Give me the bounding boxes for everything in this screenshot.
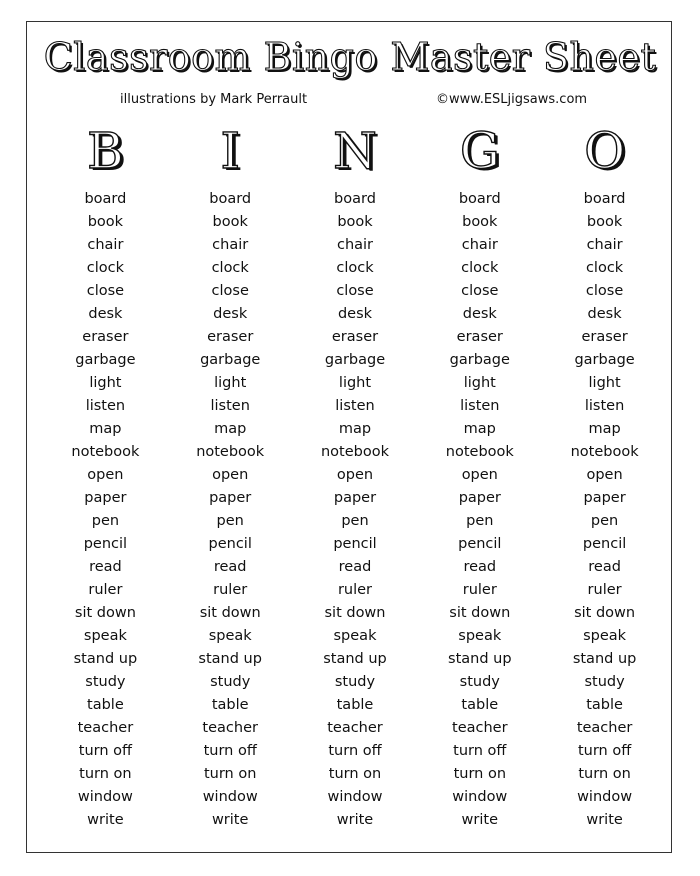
bingo-word: chair (461, 237, 498, 253)
bingo-word: pencil (83, 536, 128, 552)
bingo-word: eraser (82, 329, 129, 345)
bingo-word: speak (83, 628, 127, 644)
bingo-word: turn on (203, 766, 257, 782)
bingo-word: desk (337, 306, 373, 322)
bingo-word: garbage (75, 352, 136, 368)
bingo-word: clock (585, 260, 624, 276)
bingo-word: write (461, 812, 499, 828)
bingo-word: paper (458, 490, 501, 506)
bingo-word: turn on (328, 766, 382, 782)
bingo-word: paper (209, 490, 252, 506)
bingo-word: study (85, 674, 126, 690)
bingo-word: study (334, 674, 376, 690)
bingo-word: eraser (207, 329, 254, 345)
bingo-word: board (583, 191, 626, 207)
bingo-word: speak (208, 628, 252, 644)
column-g (417, 118, 542, 832)
bingo-word: garbage (449, 352, 510, 368)
bingo-word: board (209, 191, 252, 207)
bingo-word: sit down (449, 605, 511, 621)
bingo-word: listen (335, 398, 375, 414)
bingo-word: pen (91, 513, 120, 529)
bingo-word: pen (216, 513, 244, 529)
bingo-word: eraser (456, 329, 503, 345)
bingo-word: garbage (324, 352, 386, 368)
bingo-word: teacher (452, 720, 508, 736)
bingo-word: desk (462, 306, 497, 322)
bingo-word: stand up (323, 651, 387, 667)
column-o (542, 118, 667, 832)
bingo-word: book (337, 214, 373, 230)
bingo-word: teacher (77, 720, 134, 736)
column-letter: I (220, 122, 241, 180)
column-n (293, 118, 418, 832)
bingo-word: sit down (74, 605, 136, 621)
bingo-word: pencil (458, 536, 502, 552)
bingo-word: chair (87, 237, 124, 253)
bingo-word: read (588, 559, 621, 575)
bingo-word: teacher (202, 720, 258, 736)
bingo-word: listen (210, 398, 250, 414)
bingo-word: sit down (574, 605, 636, 621)
bingo-word: turn on (453, 766, 507, 782)
bingo-word: light (89, 375, 122, 391)
bingo-word: ruler (462, 582, 497, 598)
bingo-word: clock (211, 260, 249, 276)
bingo-word: close (461, 283, 499, 299)
bingo-word: close (86, 283, 125, 299)
bingo-word: table (211, 697, 249, 713)
bingo-word: sit down (199, 605, 261, 621)
bingo-word: open (461, 467, 498, 483)
bingo-word: table (586, 697, 623, 713)
bingo-word: stand up (73, 651, 138, 667)
bingo-word: turn off (453, 743, 507, 759)
bingo-word: turn off (328, 743, 382, 759)
bingo-word: map (463, 421, 496, 437)
bingo-word: garbage (200, 352, 261, 368)
bingo-word: garbage (574, 352, 635, 368)
bingo-word: window (452, 789, 508, 805)
bingo-word: teacher (576, 720, 633, 736)
bingo-word: ruler (88, 582, 123, 598)
bingo-word: close (336, 283, 374, 299)
bingo-word: open (212, 467, 249, 483)
column-b (43, 118, 168, 832)
bingo-word: light (338, 375, 372, 391)
bingo-word: map (89, 421, 122, 437)
bingo-word: turn on (79, 766, 132, 782)
bingo-word: paper (333, 490, 377, 506)
column-letter: O (584, 122, 626, 180)
bingo-word: open (336, 467, 374, 483)
bingo-word: listen (460, 398, 500, 414)
bingo-word: board (458, 191, 501, 207)
bingo-word: stand up (198, 651, 262, 667)
bingo-word: map (338, 421, 372, 437)
bingo-word: write (87, 812, 124, 828)
bingo-word: pen (341, 513, 369, 529)
column-letter: G (459, 122, 500, 180)
word-list (446, 188, 514, 832)
bingo-word: chair (586, 237, 623, 253)
illustrator-credit: illustrations by Mark Perrault (120, 92, 308, 107)
bingo-word: pen (590, 513, 619, 529)
bingo-word: read (463, 559, 497, 575)
page-title: Classroom Bingo Master Sheet (43, 35, 657, 79)
bingo-word: book (212, 214, 248, 230)
bingo-word: board (334, 191, 376, 207)
bingo-word: table (336, 697, 374, 713)
bingo-word: listen (584, 398, 625, 414)
bingo-word: notebook (320, 444, 389, 460)
bingo-word: study (210, 674, 251, 690)
bingo-word: desk (587, 306, 622, 322)
bingo-word: pencil (582, 536, 627, 552)
bingo-word: eraser (331, 329, 379, 345)
bingo-word: chair (336, 237, 374, 253)
bingo-word: stand up (448, 651, 512, 667)
bingo-word: open (87, 467, 124, 483)
bingo-word: window (327, 789, 383, 805)
bingo-word: close (585, 283, 624, 299)
bingo-word: study (459, 674, 500, 690)
bingo-word: eraser (581, 329, 628, 345)
bingo-word: paper (84, 490, 127, 506)
bingo-word: ruler (587, 582, 622, 598)
bingo-word: write (211, 812, 249, 828)
website-credit: ©www.ESLjigsaws.com (436, 92, 588, 107)
word-list (571, 188, 639, 832)
bingo-word: stand up (572, 651, 637, 667)
bingo-word: turn off (577, 743, 632, 759)
bingo-word: close (211, 283, 249, 299)
bingo-word: clock (336, 260, 374, 276)
column-letter: N (333, 122, 377, 180)
bingo-word: teacher (327, 720, 383, 736)
bingo-word: write (586, 812, 623, 828)
bingo-word: window (577, 789, 633, 805)
bingo-word: light (463, 375, 496, 391)
bingo-word: read (213, 559, 247, 575)
bingo-word: chair (212, 237, 249, 253)
bingo-word: map (588, 421, 621, 437)
bingo-word: book (87, 214, 124, 230)
bingo-word: notebook (570, 444, 639, 460)
bingo-word: turn off (203, 743, 257, 759)
bingo-word: light (214, 375, 247, 391)
bingo-word: table (87, 697, 124, 713)
bingo-word: map (214, 421, 247, 437)
bingo-word: turn off (78, 743, 133, 759)
bingo-word: pencil (208, 536, 252, 552)
bingo-word: open (586, 467, 623, 483)
bingo-word: speak (458, 628, 502, 644)
word-list (321, 188, 389, 832)
bingo-word: notebook (196, 444, 265, 460)
column-i (168, 118, 293, 832)
bingo-word: read (89, 559, 122, 575)
bingo-columns (43, 118, 667, 832)
word-list (71, 188, 139, 832)
bingo-word: clock (86, 260, 125, 276)
bingo-word: paper (583, 490, 626, 506)
column-letter: B (87, 122, 124, 180)
bingo-word: clock (461, 260, 499, 276)
bingo-word: sit down (324, 605, 386, 621)
bingo-word: book (586, 214, 623, 230)
bingo-word: speak (583, 628, 627, 644)
word-list (196, 188, 264, 832)
bingo-word: turn on (578, 766, 631, 782)
bingo-word: write (336, 812, 374, 828)
bingo-word: read (338, 559, 372, 575)
bingo-word: listen (85, 398, 126, 414)
bingo-word: pencil (333, 536, 377, 552)
bingo-word: study (584, 674, 625, 690)
bingo-word: pen (466, 513, 494, 529)
bingo-word: notebook (71, 444, 140, 460)
bingo-word: desk (88, 306, 123, 322)
bingo-word: window (77, 789, 133, 805)
bingo-word: speak (333, 628, 377, 644)
bingo-word: ruler (337, 582, 373, 598)
bingo-word: board (84, 191, 127, 207)
bingo-word: table (461, 697, 499, 713)
bingo-word: ruler (213, 582, 248, 598)
bingo-word: light (588, 375, 621, 391)
bingo-word: book (462, 214, 498, 230)
bingo-word: notebook (445, 444, 514, 460)
bingo-word: window (202, 789, 258, 805)
bingo-word: desk (213, 306, 248, 322)
